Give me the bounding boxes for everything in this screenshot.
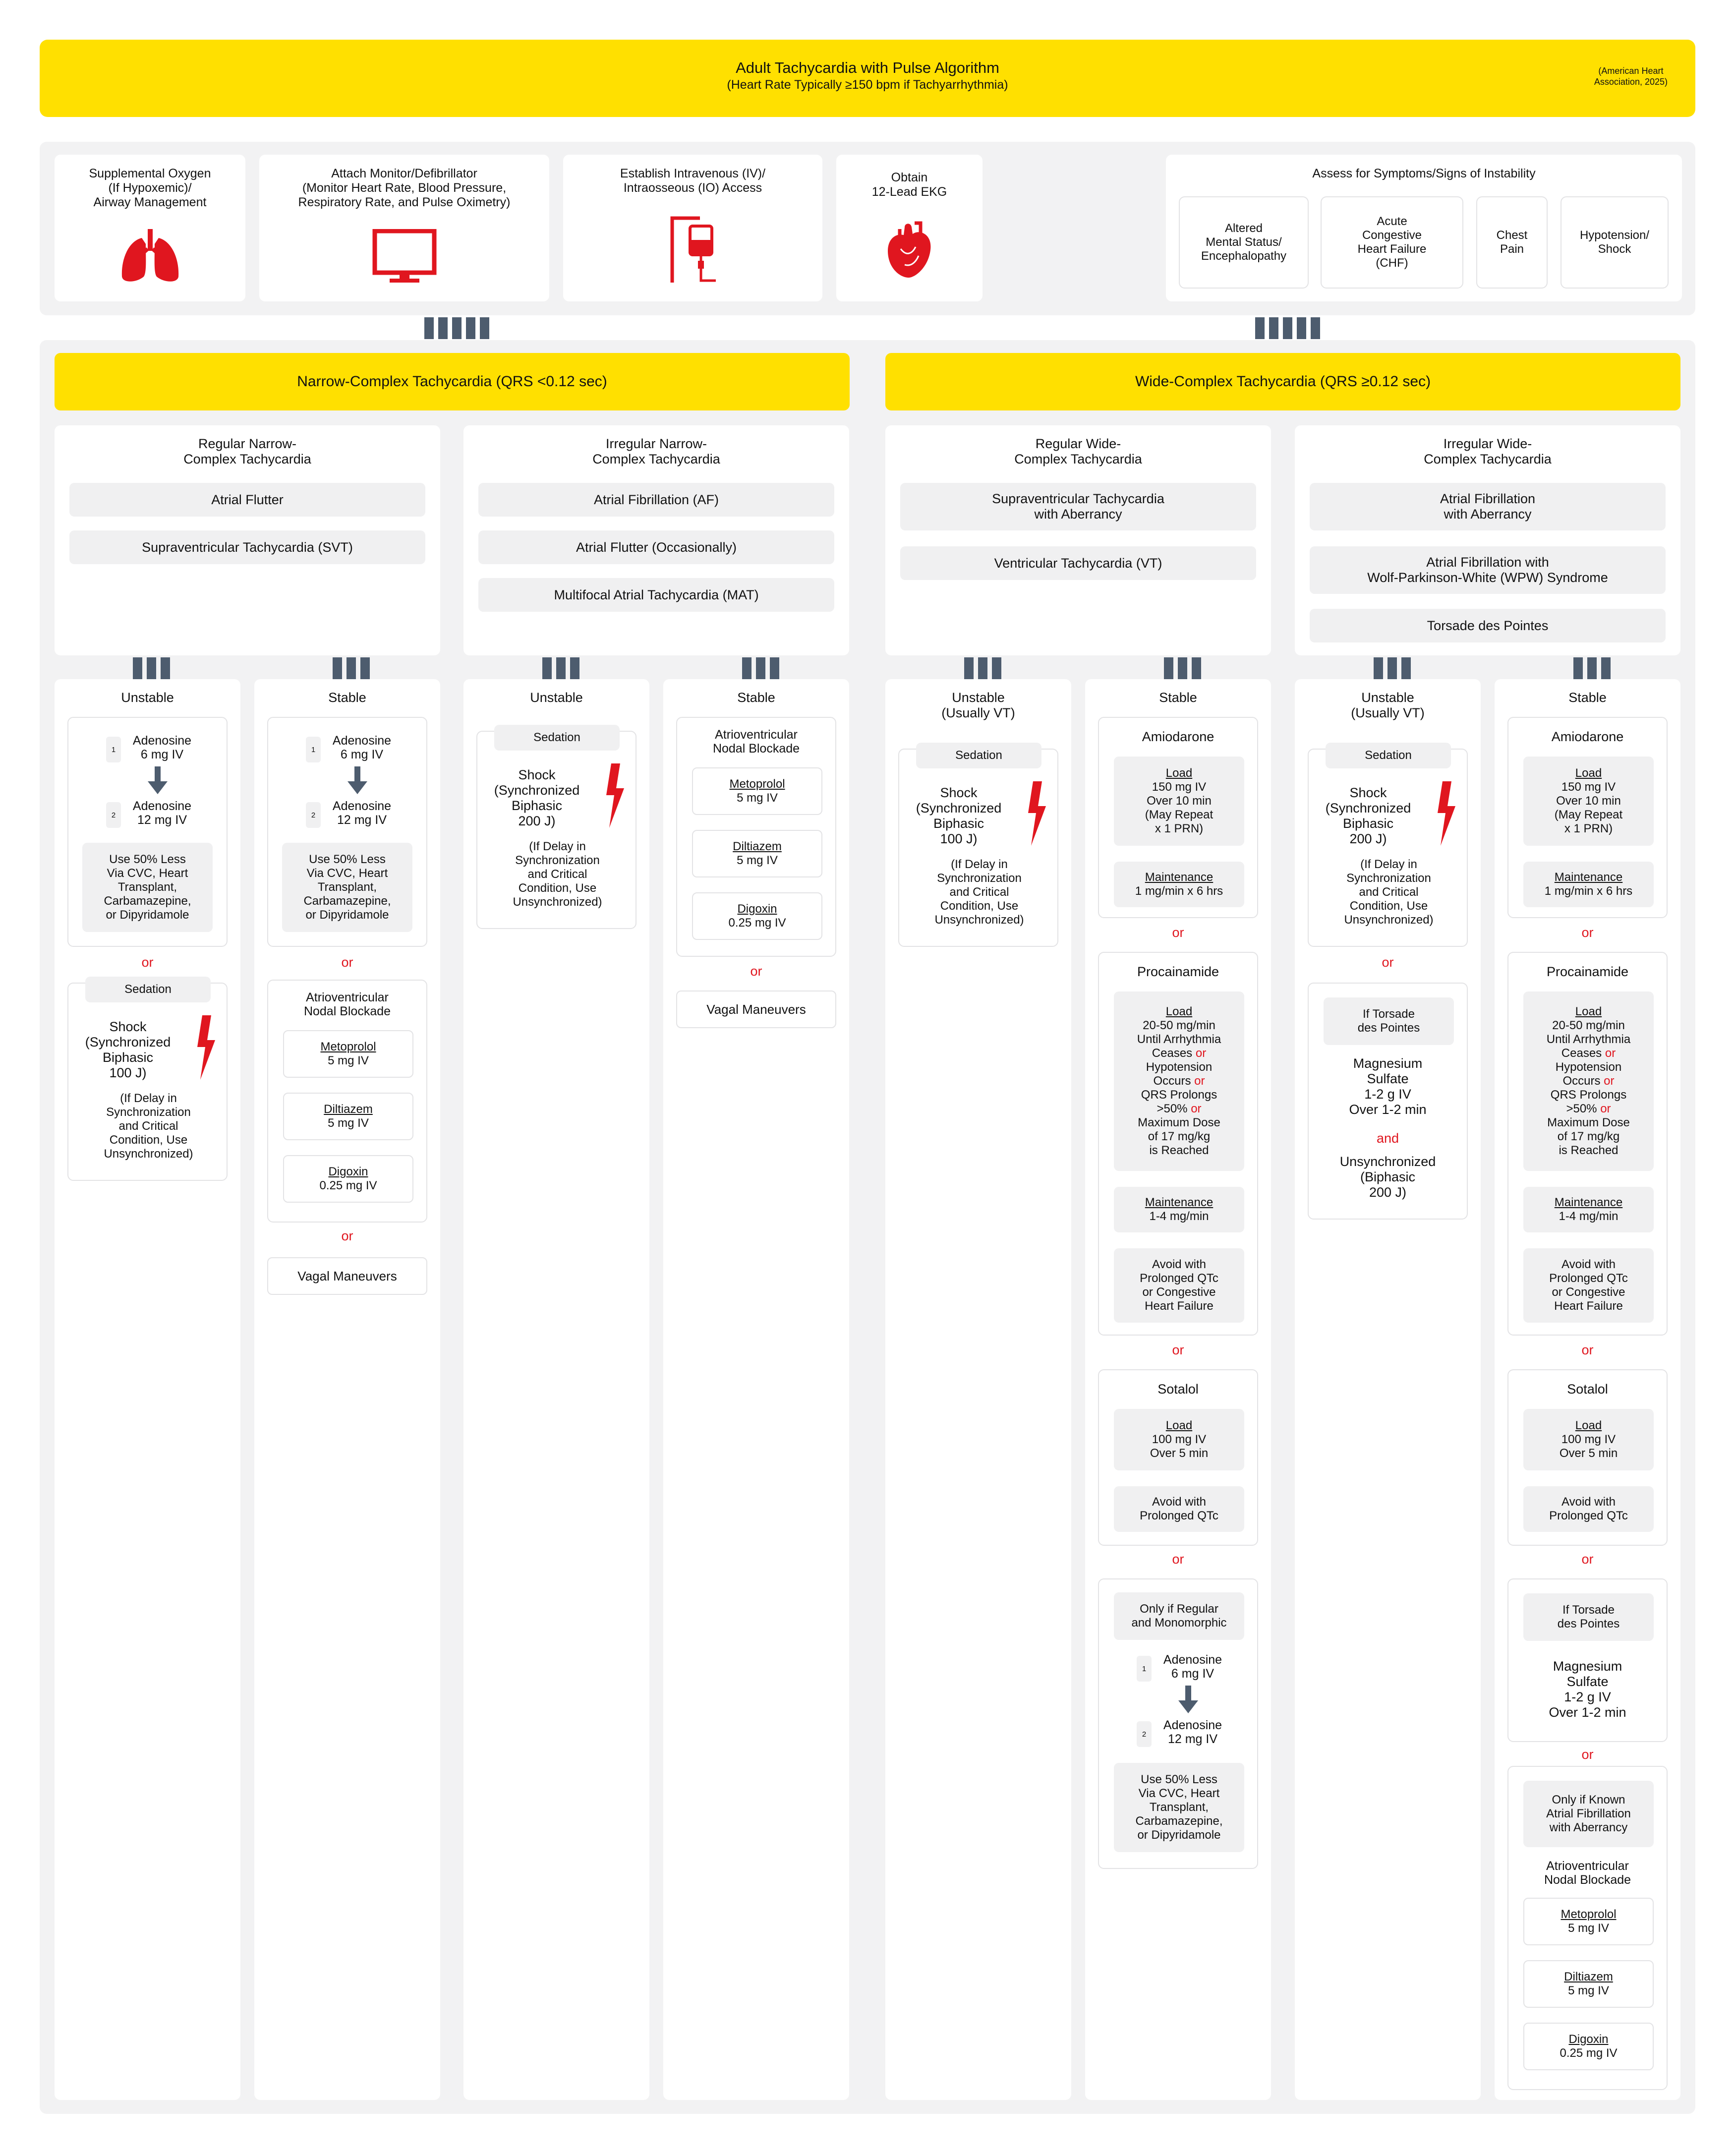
- metoprolol-box: [692, 767, 822, 815]
- amiodarone-load-box: [1523, 757, 1654, 846]
- or-connector: or: [1581, 1552, 1594, 1567]
- amiodarone-maintenance: 1 mg/min x 6 hrs: [1544, 884, 1633, 898]
- or-connector: or: [1172, 925, 1184, 940]
- iw-unstable-column: [1295, 679, 1481, 2100]
- adenosine-first-dose: Adenosine 6 mg IV: [332, 734, 392, 761]
- only-regular-monomorphic: Only if Regular and Monomorphic: [1114, 1592, 1244, 1640]
- rn-stable-title: Stable: [328, 690, 366, 705]
- sedation-label: Sedation: [1326, 743, 1451, 768]
- procainamide-load-qrs: QRS Prolongs >50%: [1141, 1088, 1217, 1115]
- procainamide-load-ceases: 20-50 mg/min Until Arrhythmia Ceases: [1546, 1019, 1631, 1060]
- rhythm-atrial-flutter-occasionally: Atrial Flutter (Occasionally): [478, 530, 834, 564]
- rw-adenosine-box: [1098, 1578, 1258, 1869]
- step-number: 1: [306, 737, 321, 762]
- procainamide-maint-box: [1114, 1187, 1244, 1232]
- magnesium-dose: Magnesium Sulfate 1-2 g IV Over 1-2 min: [1349, 1056, 1427, 1117]
- procainamide-load-hypotension: Hypotension Occurs: [1555, 1060, 1622, 1088]
- if-torsade-label: If Torsade des Pointes: [1523, 1593, 1654, 1641]
- iw-unstable-shock-box: [1308, 749, 1468, 947]
- load-label: Load: [1165, 1419, 1193, 1432]
- lungs-icon: [55, 229, 245, 285]
- algorithm-header: [40, 40, 1695, 117]
- unsynchronized-shock: Unsynchronized (Biphasic 200 J): [1339, 1154, 1436, 1200]
- or-connector: or: [1195, 1047, 1207, 1060]
- load-label: Load: [1165, 766, 1193, 780]
- symptom-altered-mental-status: Altered Mental Status/ Encephalopathy: [1179, 196, 1309, 289]
- av-nodal-blockade-label: Atrioventricular Nodal Blockade: [303, 991, 391, 1018]
- algorithm-title-block: [40, 59, 1695, 93]
- procainamide-box: [1098, 952, 1258, 1336]
- amiodarone-box: [1507, 717, 1668, 918]
- step-number: 2: [306, 802, 321, 828]
- digoxin-dose: 0.25 mg IV: [319, 1179, 377, 1192]
- narrow-complex-header: Narrow-Complex Tachycardia (QRS <0.12 sec): [55, 353, 850, 410]
- regular-wide-title: Regular Wide- Complex Tachycardia: [1014, 436, 1142, 466]
- connector-bars: [1164, 657, 1201, 679]
- rn-unstable-title: Unstable: [121, 690, 174, 705]
- and-connector: and: [1376, 1131, 1399, 1146]
- rhythm-mat: Multifocal Atrial Tachycardia (MAT): [478, 578, 834, 612]
- adenosine-first-dose: Adenosine 6 mg IV: [1163, 1653, 1222, 1681]
- sedation-label: Sedation: [916, 743, 1041, 768]
- rn-unstable-adenosine-box: [67, 717, 228, 947]
- vagal-maneuvers-box: Vagal Maneuvers: [267, 1257, 427, 1295]
- shock-delay-note: (If Delay in Synchronization and Critical Condition, Use Unsynchronized): [104, 1092, 193, 1161]
- monitor-label: Attach Monitor/Defibrillator (Monitor Heart Rate, Blood Pressure, Respiratory Rate, and Pulse Oximetry): [298, 167, 511, 209]
- lightning-bolt-icon: [1025, 781, 1048, 846]
- if-torsade-label: If Torsade des Pointes: [1324, 997, 1454, 1045]
- sotalol-load-box: [1114, 1409, 1244, 1470]
- regular-narrow-title: Regular Narrow- Complex Tachycardia: [183, 436, 311, 466]
- procainamide-label: Procainamide: [1137, 964, 1219, 979]
- sotalol-box: [1098, 1369, 1258, 1546]
- rn-stable-column: [254, 679, 440, 2100]
- maintenance-label: Maintenance: [1554, 871, 1623, 884]
- rn-unstable-shock-box: [67, 983, 228, 1181]
- sotalol-load: 100 mg IV Over 5 min: [1150, 1433, 1209, 1460]
- connector-bars: [1573, 657, 1611, 679]
- access-label: Establish Intravenous (IV)/ Intraosseous (IO) Access: [620, 167, 766, 195]
- shock-delay-note: (If Delay in Synchronization and Critical Condition, Use Unsynchronized): [1344, 858, 1434, 927]
- metoprolol-box: [283, 1030, 413, 1078]
- maintenance-label: Maintenance: [1145, 1196, 1214, 1209]
- sedation-label: Sedation: [85, 977, 211, 1002]
- amiodarone-maint-box: [1523, 862, 1654, 907]
- procainamide-label: Procainamide: [1546, 964, 1629, 979]
- ekg-label: Obtain 12-Lead EKG: [871, 171, 947, 199]
- or-connector: or: [1581, 925, 1594, 940]
- shock-delay-note: (If Delay in Synchronization and Critical Condition, Use Unsynchronized): [934, 858, 1024, 927]
- shock-200j: Shock (Synchronized Biphasic 200 J): [1325, 785, 1411, 846]
- adenosine-note: Use 50% Less Via CVC, Heart Transplant, Carbamazepine, or Dipyridamole: [82, 843, 213, 932]
- vagal-maneuvers-box: Vagal Maneuvers: [676, 991, 836, 1028]
- metoprolol-label: Metoprolol: [320, 1040, 376, 1053]
- metoprolol-label: Metoprolol: [729, 777, 785, 791]
- rhythm-ventricular-tachycardia: Ventricular Tachycardia (VT): [900, 546, 1256, 580]
- irregular-narrow-column: [463, 425, 849, 655]
- rw-unstable-title: Unstable (Usually VT): [941, 690, 1015, 720]
- adenosine-second-dose: Adenosine 12 mg IV: [1163, 1718, 1222, 1746]
- in-stable-title: Stable: [737, 690, 775, 705]
- shock-100j: Shock (Synchronized Biphasic 100 J): [85, 1019, 171, 1080]
- adenosine-second-dose: Adenosine 12 mg IV: [332, 799, 392, 827]
- rhythm-atrial-fibrillation: Atrial Fibrillation (AF): [478, 483, 834, 517]
- or-connector: or: [1581, 1342, 1594, 1357]
- iw-unstable-magnesium-box: [1308, 983, 1468, 1220]
- or-connector: or: [1600, 1102, 1611, 1115]
- rw-unstable-shock-box: [898, 749, 1058, 947]
- amiodarone-load: 150 mg IV Over 10 min (May Repeat x 1 PRN): [1554, 780, 1623, 835]
- sotalol-box: [1507, 1369, 1668, 1546]
- shock-200j: Shock (Synchronized Biphasic 200 J): [494, 767, 580, 828]
- or-connector: or: [341, 1228, 353, 1243]
- procainamide-avoid-note: Avoid with Prolonged QTc or Congestive Heart Failure: [1523, 1248, 1654, 1323]
- rw-stable-title: Stable: [1159, 690, 1197, 705]
- or-connector: or: [1605, 1047, 1616, 1060]
- diltiazem-box: [283, 1093, 413, 1140]
- metoprolol-box: [1523, 1898, 1654, 1945]
- sotalol-load-box: [1523, 1409, 1654, 1470]
- or-connector: or: [1172, 1342, 1184, 1357]
- algorithm-subtitle: (Heart Rate Typically ≥150 bpm if Tachyarrhythmia): [727, 78, 1008, 92]
- adenosine-second-dose: Adenosine 12 mg IV: [132, 799, 192, 827]
- or-connector: or: [750, 964, 762, 979]
- procainamide-avoid-note: Avoid with Prolonged QTc or Congestive Heart Failure: [1114, 1248, 1244, 1323]
- or-connector: or: [1382, 955, 1394, 970]
- diltiazem-label: Diltiazem: [733, 840, 782, 853]
- metoprolol-dose: 5 mg IV: [737, 791, 778, 805]
- procainamide-load-qrs: QRS Prolongs >50%: [1550, 1088, 1627, 1115]
- adenosine-note: Use 50% Less Via CVC, Heart Transplant, Carbamazepine, or Dipyridamole: [1114, 1763, 1244, 1852]
- irregular-narrow-title: Irregular Narrow- Complex Tachycardia: [592, 436, 720, 466]
- irregular-wide-column: [1295, 425, 1680, 655]
- load-label: Load: [1575, 1005, 1602, 1018]
- amiodarone-box: [1098, 717, 1258, 918]
- connector-bars: [424, 317, 489, 339]
- sedation-label: Sedation: [494, 725, 620, 751]
- diltiazem-label: Diltiazem: [1564, 1970, 1613, 1983]
- step-number: 2: [1137, 1721, 1152, 1747]
- step-number: 1: [1137, 1656, 1152, 1682]
- diltiazem-label: Diltiazem: [324, 1103, 373, 1116]
- procainamide-load-box: [1114, 991, 1244, 1171]
- maintenance-label: Maintenance: [1554, 1196, 1623, 1209]
- step-number: 1: [106, 737, 121, 762]
- rw-stable-column: [1085, 679, 1271, 2100]
- lightning-bolt-icon: [603, 763, 626, 828]
- digoxin-label: Digoxin: [328, 1165, 368, 1178]
- source-citation: (American Heart Association, 2025): [1594, 66, 1668, 87]
- ekg-card: [836, 155, 983, 301]
- rhythm-svt: Supraventricular Tachycardia (SVT): [69, 530, 425, 564]
- connector-bars: [1255, 317, 1320, 339]
- heart-icon: [836, 219, 983, 281]
- rn-stable-adenosine-box: [267, 717, 427, 947]
- load-label: Load: [1575, 766, 1602, 780]
- digoxin-label: Digoxin: [737, 902, 777, 916]
- rn-stable-av-block-box: [267, 980, 427, 1223]
- iw-stable-title: Stable: [1568, 690, 1607, 705]
- iw-stable-av-block-box: [1507, 1766, 1668, 2090]
- load-label: Load: [1165, 1005, 1193, 1018]
- rw-unstable-column: [885, 679, 1071, 2100]
- procainamide-load-max: Maximum Dose of 17 mg/kg is Reached: [1138, 1116, 1220, 1157]
- step-number: 2: [106, 802, 121, 828]
- diltiazem-dose: 5 mg IV: [328, 1116, 369, 1130]
- procainamide-load-box: [1523, 991, 1654, 1171]
- sotalol-label: Sotalol: [1157, 1382, 1199, 1397]
- metoprolol-label: Metoprolol: [1561, 1908, 1617, 1921]
- arrow-down-icon: [1178, 1686, 1198, 1713]
- procainamide-maint-box: [1523, 1187, 1654, 1232]
- connector-bars: [133, 657, 170, 679]
- adenosine-first-dose: Adenosine 6 mg IV: [132, 734, 192, 761]
- or-connector: or: [141, 955, 154, 970]
- rhythm-atrial-flutter: Atrial Flutter: [69, 483, 425, 517]
- load-label: Load: [1575, 1419, 1602, 1432]
- maintenance-label: Maintenance: [1145, 871, 1214, 884]
- arrow-down-icon: [347, 766, 367, 794]
- sotalol-load: 100 mg IV Over 5 min: [1559, 1433, 1618, 1460]
- assess-card: [1166, 155, 1682, 301]
- iw-stable-magnesium-box: [1507, 1578, 1668, 1742]
- connector-bars: [333, 657, 370, 679]
- connector-bars: [742, 657, 779, 679]
- connector-bars: [1374, 657, 1411, 679]
- metoprolol-dose: 5 mg IV: [328, 1054, 369, 1067]
- in-unstable-column: [463, 679, 649, 2100]
- lightning-bolt-icon: [194, 1015, 217, 1080]
- connector-bars: [542, 657, 579, 679]
- sotalol-label: Sotalol: [1567, 1382, 1608, 1397]
- diltiazem-box: [692, 830, 822, 877]
- regular-narrow-column: [55, 425, 440, 655]
- amiodarone-label: Amiodarone: [1142, 729, 1214, 744]
- diltiazem-dose: 5 mg IV: [1568, 1984, 1609, 1997]
- digoxin-dose: 0.25 mg IV: [1560, 2046, 1618, 2060]
- oxygen-card: [55, 155, 245, 301]
- access-card: [563, 155, 822, 301]
- lightning-bolt-icon: [1435, 781, 1457, 846]
- or-connector: or: [1581, 1747, 1594, 1762]
- arrow-down-icon: [148, 766, 168, 794]
- rhythm-af-wpw: Atrial Fibrillation with Wolf-Parkinson-White (WPW) Syndrome: [1310, 546, 1666, 594]
- irregular-wide-title: Irregular Wide- Complex Tachycardia: [1424, 436, 1552, 466]
- in-unstable-title: Unstable: [530, 690, 583, 705]
- assess-title: Assess for Symptoms/Signs of Instability: [1312, 167, 1536, 180]
- iw-stable-column: [1495, 679, 1680, 2100]
- av-nodal-blockade-label: Atrioventricular Nodal Blockade: [1544, 1859, 1631, 1887]
- shock-100j: Shock (Synchronized Biphasic 100 J): [916, 785, 1002, 846]
- monitor-icon: [259, 229, 549, 285]
- symptom-acute-chf: Acute Congestive Heart Failure (CHF): [1321, 196, 1463, 289]
- sotalol-avoid-note: Avoid with Prolonged QTc: [1523, 1486, 1654, 1532]
- monitor-card: [259, 155, 549, 301]
- in-unstable-shock-box: [476, 731, 636, 929]
- rn-unstable-column: [55, 679, 240, 2100]
- or-connector: or: [341, 955, 353, 970]
- amiodarone-label: Amiodarone: [1551, 729, 1624, 744]
- digoxin-box: [692, 892, 822, 940]
- only-known-af-aberrancy: Only if Known Atrial Fibrillation with Aberrancy: [1523, 1781, 1654, 1847]
- symptom-chest-pain: Chest Pain: [1476, 196, 1548, 289]
- diltiazem-box: [1523, 1960, 1654, 2008]
- digoxin-box: [1523, 2023, 1654, 2070]
- digoxin-dose: 0.25 mg IV: [728, 916, 786, 930]
- av-nodal-blockade-label: Atrioventricular Nodal Blockade: [712, 728, 800, 756]
- amiodarone-load-box: [1114, 757, 1244, 846]
- connector-bars: [964, 657, 1001, 679]
- procainamide-load-max: Maximum Dose of 17 mg/kg is Reached: [1547, 1116, 1630, 1157]
- rhythm-af-aberrancy: Atrial Fibrillation with Aberrancy: [1310, 483, 1666, 530]
- sotalol-avoid-note: Avoid with Prolonged QTc: [1114, 1486, 1244, 1532]
- procainamide-maintenance: 1-4 mg/min: [1149, 1210, 1209, 1223]
- shock-delay-note: (If Delay in Synchronization and Critical Condition, Use Unsynchronized): [513, 840, 602, 909]
- regular-wide-column: [885, 425, 1271, 655]
- procainamide-load-ceases: 20-50 mg/min Until Arrhythmia Ceases: [1137, 1019, 1221, 1060]
- magnesium-dose: Magnesium Sulfate 1-2 g IV Over 1-2 min: [1549, 1659, 1626, 1720]
- digoxin-label: Digoxin: [1568, 2033, 1609, 2046]
- adenosine-note: Use 50% Less Via CVC, Heart Transplant, Carbamazepine, or Dipyridamole: [282, 843, 412, 932]
- procainamide-load-hypotension: Hypotension Occurs: [1146, 1060, 1213, 1088]
- in-stable-av-block-box: [676, 717, 836, 957]
- amiodarone-maint-box: [1114, 862, 1244, 907]
- or-connector: or: [1194, 1074, 1205, 1088]
- or-connector: or: [1191, 1102, 1202, 1115]
- iw-unstable-title: Unstable (Usually VT): [1351, 690, 1425, 720]
- iv-bag-icon: [563, 215, 822, 285]
- rhythm-svt-aberrancy: Supraventricular Tachycardia with Aberrancy: [900, 483, 1256, 530]
- in-stable-column: [663, 679, 849, 2100]
- symptom-hypotension-shock: Hypotension/ Shock: [1561, 196, 1669, 289]
- algorithm-title: Adult Tachycardia with Pulse Algorithm: [736, 59, 999, 76]
- or-connector: or: [1604, 1074, 1615, 1088]
- digoxin-box: [283, 1155, 413, 1203]
- or-connector: or: [1172, 1552, 1184, 1567]
- wide-complex-header: Wide-Complex Tachycardia (QRS ≥0.12 sec): [885, 353, 1680, 410]
- oxygen-label: Supplemental Oxygen (If Hypoxemic)/ Airway Management: [89, 167, 211, 209]
- amiodarone-load: 150 mg IV Over 10 min (May Repeat x 1 PRN): [1145, 780, 1214, 835]
- metoprolol-dose: 5 mg IV: [1568, 1922, 1609, 1935]
- procainamide-maintenance: 1-4 mg/min: [1559, 1210, 1619, 1223]
- procainamide-box: [1507, 952, 1668, 1336]
- amiodarone-maintenance: 1 mg/min x 6 hrs: [1135, 884, 1223, 898]
- diltiazem-dose: 5 mg IV: [737, 854, 778, 867]
- rhythm-torsade: Torsade des Pointes: [1310, 609, 1666, 642]
